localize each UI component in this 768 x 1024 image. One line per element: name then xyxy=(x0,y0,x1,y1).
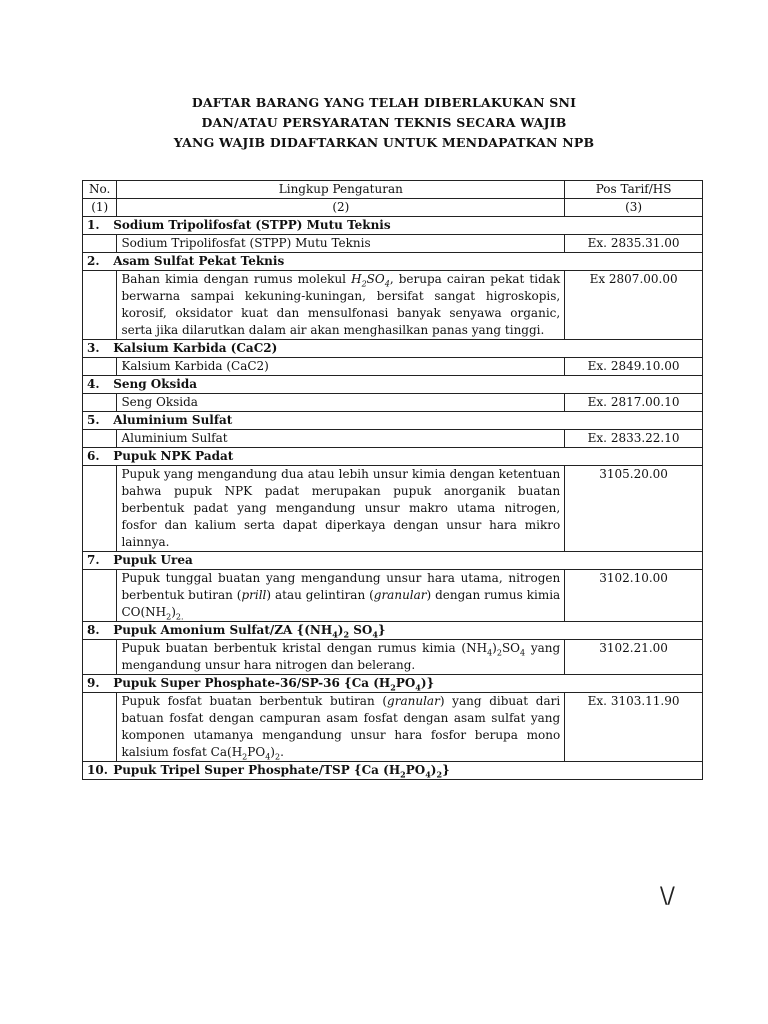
row-description: Pupuk yang mengandung dua atau lebih unsur kimia dengan ketentuan bahwa pupuk NPK padat merupakan pupuk anorganik buatan berbentuk padat yang mengandung unsur makro utama nitrogen, fosfor dan kalium serta dapat diperkaya dengan unsur hara mikro lainnya. xyxy=(117,466,565,552)
table-row xyxy=(83,640,703,675)
section-row xyxy=(83,448,703,466)
row-description: Seng Oksida xyxy=(117,394,565,412)
title-line-3: YANG WAJIB DIDAFTARKAN UNTUK MENDAPATKAN NPB xyxy=(173,135,595,150)
column-number-2: (2) xyxy=(117,199,565,217)
section-row xyxy=(83,217,703,235)
row-tariff: Ex. 2833.22.10 xyxy=(565,430,703,448)
table-row xyxy=(83,235,703,253)
section-title: Kalsium Karbida (CaC2) xyxy=(113,341,278,355)
column-number-3: (3) xyxy=(565,199,703,217)
corner-check-mark: \/ xyxy=(660,884,675,909)
row-tariff: Ex. 3103.11.90 xyxy=(565,693,703,762)
header-no: No. xyxy=(83,181,117,199)
section-number: 1. xyxy=(87,218,100,232)
table-row xyxy=(83,693,703,762)
section-number: 10. xyxy=(87,763,108,777)
section-title: Aluminium Sulfat xyxy=(113,413,233,427)
section-row xyxy=(83,340,703,358)
section-number: 2. xyxy=(87,254,100,268)
section-title: Pupuk Tripel Super Phosphate/TSP {Ca $(H_2PO_4)_2$} xyxy=(113,763,450,780)
table-row xyxy=(83,271,703,340)
row-tariff: 3102.10.00 xyxy=(565,570,703,622)
section-number: 9. xyxy=(87,676,100,690)
table-row xyxy=(83,358,703,376)
section-row xyxy=(83,412,703,430)
section-title: Sodium Tripolifosfat (STPP) Mutu Teknis xyxy=(113,218,391,232)
section-number: 8. xyxy=(87,623,100,637)
section-title: Pupuk Super Phosphate-36/SP-36 {Ca $(H_2PO_4)$} xyxy=(113,676,435,693)
section-title: Asam Sulfat Pekat Teknis xyxy=(113,254,285,268)
table-header-row xyxy=(83,181,703,199)
section-title: Pupuk Amonium Sulfat/ZA {$(NH_4)_2$ $SO_4$} xyxy=(113,623,386,640)
title-line-1: DAFTAR BARANG YANG TELAH DIBERLAKUKAN SNI xyxy=(191,95,577,110)
section-row xyxy=(83,552,703,570)
row-description: Sodium Tripolifosfat (STPP) Mutu Teknis xyxy=(117,235,565,253)
title-line-2: DAN/ATAU PERSYARATAN TEKNIS SECARA WAJIB xyxy=(201,115,567,130)
goods-table xyxy=(82,180,703,780)
row-tariff: Ex. 2849.10.00 xyxy=(565,358,703,376)
header-tariff: Pos Tarif/HS xyxy=(565,181,703,199)
table-row xyxy=(83,466,703,552)
column-number-row xyxy=(83,199,703,217)
row-description: Aluminium Sulfat xyxy=(117,430,565,448)
row-description: Pupuk buatan berbentuk kristal dengan rumus kimia $(NH_4)_2SO_4$ yang mengandung unsur hara nitrogen dan belerang. xyxy=(117,640,565,675)
section-row xyxy=(83,622,703,640)
section-number: 3. xyxy=(87,341,100,355)
section-row xyxy=(83,762,703,780)
row-tariff: 3102.21.00 xyxy=(565,640,703,675)
row-tariff: Ex 2807.00.00 xyxy=(565,271,703,340)
table-row xyxy=(83,570,703,622)
row-tariff: Ex. 2817.00.10 xyxy=(565,394,703,412)
row-description: Pupuk fosfat buatan berbentuk butiran (granular) yang dibuat dari batuan fosfat dengan campuran asam fosfat dengan asam sulfat yang komponen utamanya mengandung unsur hara fosfor berupa mono kalsium fosfat $Ca(H_2PO_4)_2$. xyxy=(117,693,565,762)
header-scope: Lingkup Pengaturan xyxy=(117,181,565,199)
section-row xyxy=(83,253,703,271)
table-row xyxy=(83,430,703,448)
row-tariff: 3105.20.00 xyxy=(565,466,703,552)
row-description: Pupuk tunggal buatan yang mengandung unsur hara utama, nitrogen berbentuk butiran (prill) atau gelintiran (granular) dengan rumus kimia $CO(NH_2)_{2.}$ xyxy=(117,570,565,622)
section-row xyxy=(83,376,703,394)
row-description: Kalsium Karbida (CaC2) xyxy=(117,358,565,376)
section-row xyxy=(83,675,703,693)
section-number: 5. xyxy=(87,413,100,427)
section-title: Seng Oksida xyxy=(113,377,198,391)
section-title: Pupuk NPK Padat xyxy=(113,449,234,463)
section-number: 4. xyxy=(87,377,100,391)
row-tariff: Ex. 2835.31.00 xyxy=(565,235,703,253)
section-number: 6. xyxy=(87,449,100,463)
section-number: 7. xyxy=(87,553,100,567)
section-title: Pupuk Urea xyxy=(113,553,193,567)
table-row xyxy=(83,394,703,412)
row-description: Bahan kimia dengan rumus molekul $H_2SO_4$, berupa cairan pekat tidak berwarna sampai kekuning-kuningan, bersifat sangat higroskopis, korosif, oksidator kuat dan mensulfonasi banyak senyawa organic, serta jika dilarutkan dalam air akan menghasilkan panas yang tinggi. xyxy=(117,271,565,340)
document-title xyxy=(0,93,768,153)
column-number-1: (1) xyxy=(83,199,117,217)
